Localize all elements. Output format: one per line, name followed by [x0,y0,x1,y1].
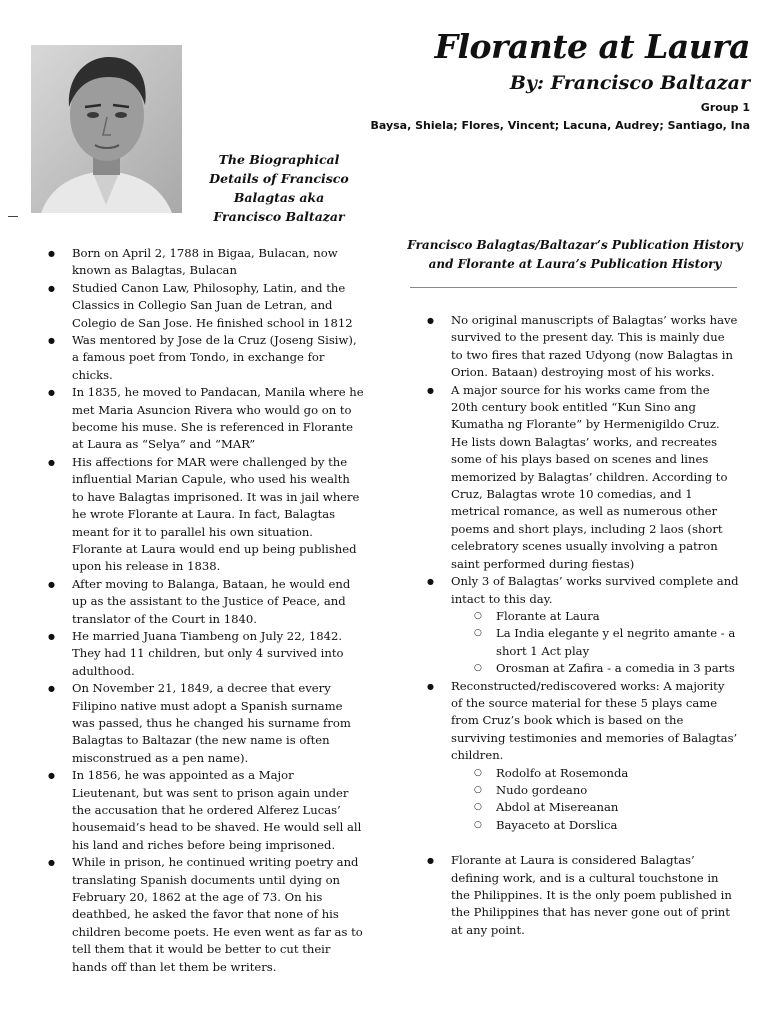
survived-work: ○ La India elegante y el negrito amante - a short 1 Act play [427,625,739,660]
spacer [427,834,739,852]
publication-item: ● No original manuscripts of Balagtas’ works have survived to the present day. This is mainly due to two fires that razed Udyong (now Balagtas in Orion. Bataan) destroying most of his works. [427,312,739,382]
reconstructed-work: ○ Bayaceto at Dorslica [427,817,739,834]
reconstructed-works-list [427,765,739,835]
document-title: Florante at Laura [434,27,750,66]
bio-item: ● While in prison, he continued writing poetry and translating Spanish documents until dying on February 20, 1862 at the age of 73. On his deathbed, he asked the favor that none of his children become poets. He even went as far as to tell them that it would be better to cut their hands off than let them be writers. [48,854,364,976]
publication-item: ● Only 3 of Balagtas’ works survived complete and intact to this day. [427,573,739,608]
reconstructed-work: ○ Nudo gordeano [427,782,739,799]
portrait-illustration [31,45,182,213]
bio-item: ● After moving to Balanga, Bataan, he would end up as the assistant to the Justice of Peace, and translator of the Court in 1840. [48,576,364,628]
bio-list [48,245,364,976]
survived-work: ○ Orosman at Zafira - a comedia in 3 parts [427,660,739,677]
bio-item: ● Was mentored by Jose de la Cruz (Joseng Sisiw), a famous poet from Tondo, in exchange for chicks. [48,332,364,384]
survived-works-list [427,608,739,678]
publication-list [427,852,739,939]
title-block [371,28,751,134]
publication-item: ● Reconstructed/rediscovered works: A majority of the source material for these 5 plays came from Cruz’s book which is based on the surviving testimonies and memories of Balagtas’ children. [427,678,739,765]
heading-divider [410,287,737,288]
group-label: Group 1 [700,101,750,114]
bio-item: ● Studied Canon Law, Philosophy, Latin, and the Classics in Collegio San Juan de Letran, and Colegio de San Jose. He finished school in 1812 [48,280,364,332]
publication-item: ● Florante at Laura is considered Balagtas’ defining work, and is a cultural touchstone in the Philippines. It is the only poem published in the Philippines that has never gone out of print at any point. [427,852,739,939]
bio-item: ● He married Juana Tiambeng on July 22, 1842. They had 11 children, but only 4 survived into adulthood. [48,628,364,680]
bio-item: ● His affections for MAR were challenged by the influential Marian Capule, who used his wealth to have Balagtas imprisoned. It was in jail where he wrote Florante at Laura. In fact, Balagtas meant for it to parallel his own situation. Florante at Laura would end up being published upon his release in 1838. [48,454,364,576]
bio-item: ● In 1835, he moved to Pandacan, Manila where he met Maria Asuncion Rivera who would go on to become his muse. She is referenced in Florante at Laura as “Selya” and “MAR” [48,384,364,454]
reconstructed-work: ○ Abdol at Misereanan [427,799,739,816]
publication-list [427,678,739,765]
bio-item: ● In 1856, he was appointed as a Major Lieutenant, but was sent to prison again under the accusation that he ordered Alferez Lucas’ housemaid’s head to be shaved. He would sell all his land and riches before being imprisoned. [48,767,364,854]
author-line: By: Francisco Baltazar [509,72,750,94]
portrait-photo [31,45,182,213]
bio-item: ● On November 21, 1849, a decree that every Filipino native must adopt a Spanish surname was passed, thus he changed his surname from Balagtas to Baltazar (the new name is often misconstrued as a pen name). [48,680,364,767]
publication-list [427,312,739,608]
reconstructed-work: ○ Rodolfo at Rosemonda [427,765,739,782]
publication-item: ● A major source for his works came from the 20th century book entitled “Kun Sino ang Kumatha ng Florante” by Hermenigildo Cruz. He lists down Balagtas’ works, and recreates some of his plays based on scenes and lines memorized by Balagtas’ children. According to Cruz, Balagtas wrote 10 comedias, and 1 metrical romance, as well as numerous other poems and short plays, including 2 laos (short celebratory scenes usually involving a patron saint performed during fiestas) [427,382,739,573]
bio-heading: The Biographical Details of Francisco Balagtas aka Francisco Baltazar [209,152,349,224]
bio-column [48,245,364,976]
publication-heading: Francisco Balagtas/Baltazar’s Publication History and Florante at Laura’s Publication History [407,238,743,271]
bio-item: ● Born on April 2, 1788 in Bigaa, Bulacan, now known as Balagtas, Bulacan [48,245,364,280]
survived-work: ○ Florante at Laura [427,608,739,625]
margin-mark [8,216,18,217]
group-members: Baysa, Shiela; Flores, Vincent; Lacuna, Audrey; Santiago, Ina [370,119,750,132]
publication-column [427,312,739,939]
